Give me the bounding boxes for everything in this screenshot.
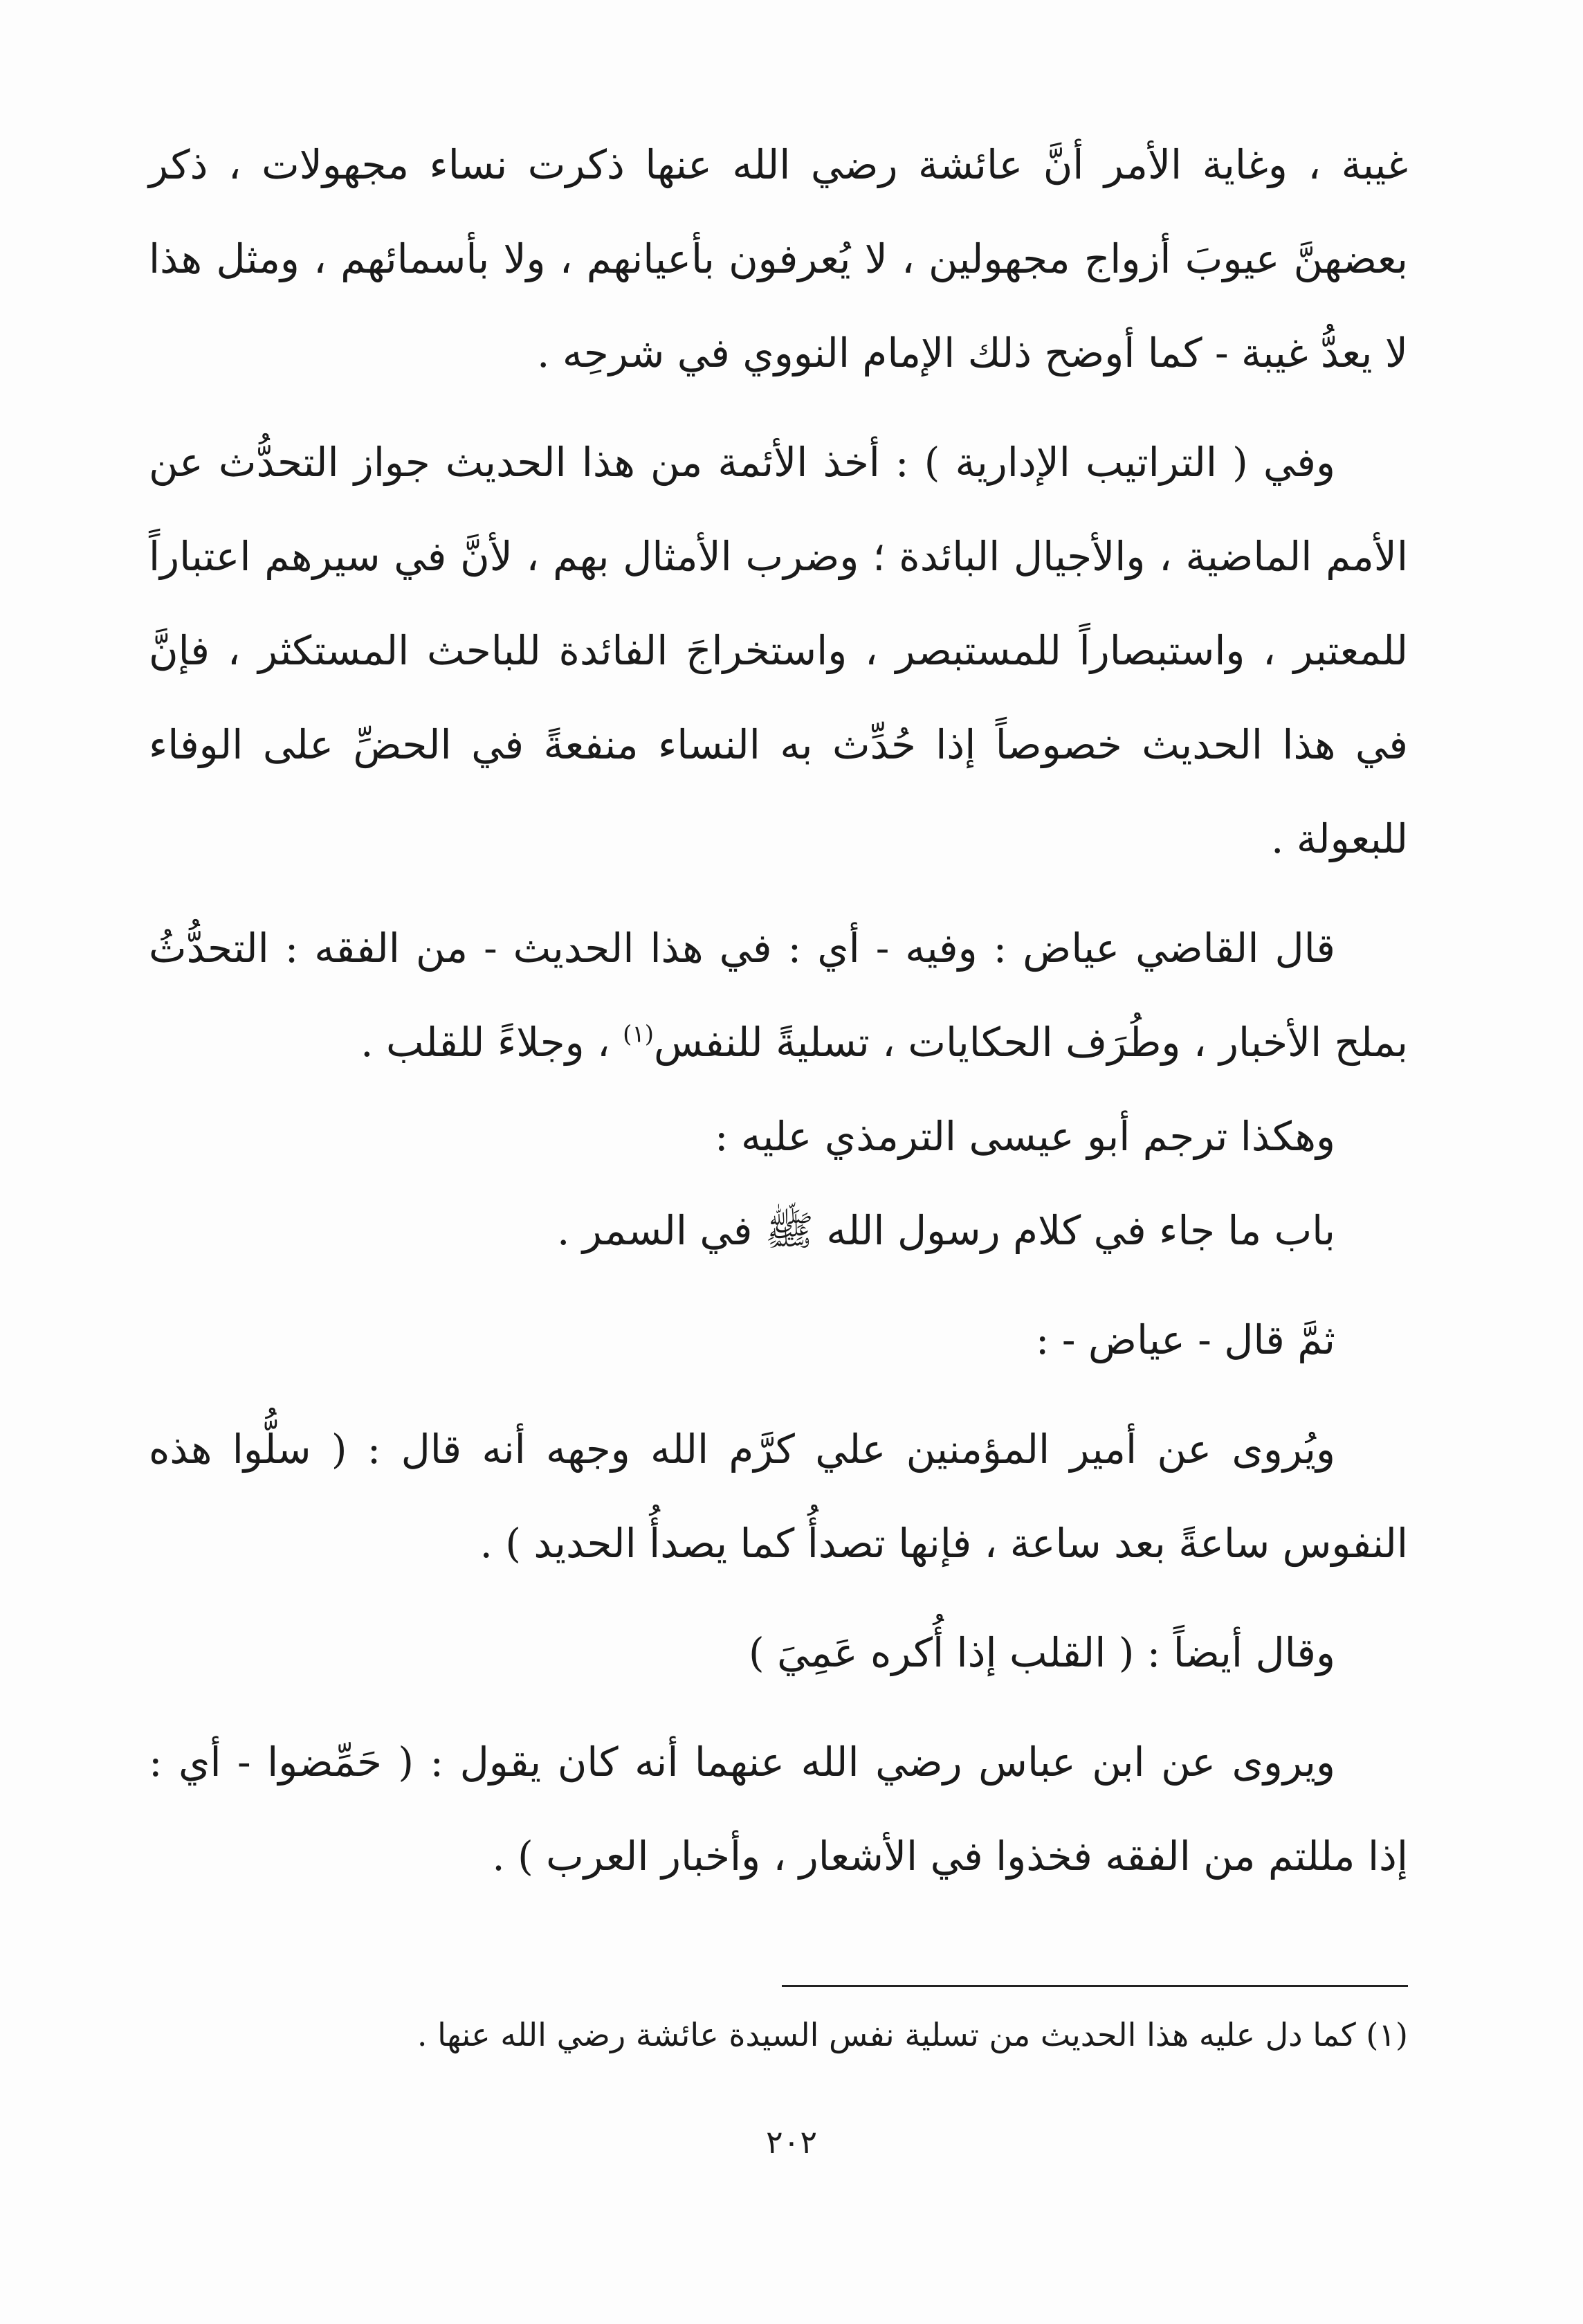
paragraph-1 — [149, 118, 1408, 400]
paragraph-1-text: غيبة ، وغاية الأمر أنَّ عائشة رضي الله عنها ذكرت نساء مجهولات ، ذكر بعضهنَّ عيوبَ أزواج مجهولين ، لا يُعرفون بأعيانهم ، ولا بأسمائهم ، ومثل هذا لا يعدُّ غيبة - كما أوضح ذلك الإمام النووي في شرحِه . — [149, 141, 1408, 376]
paragraph-5 — [149, 1183, 1408, 1278]
paragraph-2-text: وفي ( التراتيب الإدارية ) : أخذ الأئمة من هذا الحديث جواز التحدُّث عن الأمم الماضية ، والأجيال البائدة ؛ وضرب الأمثال بهم ، لأنَّ في سيرهم اعتباراً للمعتبر ، واستبصاراً للمستبصر ، واستخراجَ الفائدة للباحث المستكثر ، فإنَّ في هذا الحديث خصوصاً إذا حُدِّث به النساء منفعةً في الحضِّ على الوفاء للبعولة . — [149, 439, 1408, 862]
footnote-reference-marker: (١) — [623, 1020, 654, 1048]
page-number: ٢٠٢ — [765, 2123, 818, 2161]
footnote-text: (١) كما دل عليه هذا الحديث من تسلية نفس السيدة عائشة رضي الله عنها . — [417, 2016, 1408, 2053]
paragraph-8-text: وقال أيضاً : ( القلب إذا أُكره عَمِيَ ) — [749, 1629, 1335, 1676]
paragraph-8 — [149, 1606, 1408, 1700]
paragraph-4 — [149, 1089, 1408, 1183]
paragraph-3 — [149, 901, 1408, 1089]
main-text-block — [149, 118, 1408, 1918]
paragraph-5-text: باب ما جاء في كلام رسول الله ﷺ في السمر . — [557, 1207, 1335, 1254]
paragraph-6 — [149, 1293, 1408, 1387]
paragraph-9-text: ويروى عن ابن عباس رضي الله عنهما أنه كان يقول : ( حَمِّضوا - أي : إذا مللتم من الفقه فخذوا في الأشعار ، وأخبار العرب ) . — [149, 1739, 1408, 1880]
paragraph-2 — [149, 415, 1408, 886]
paragraph-6-text: ثمَّ قال - عياض - : — [1035, 1316, 1335, 1363]
footnote — [149, 2004, 1408, 2066]
paragraph-7 — [149, 1402, 1408, 1590]
paragraph-4-text: وهكذا ترجم أبو عيسى الترمذي عليه : — [715, 1113, 1335, 1160]
paragraph-9 — [149, 1715, 1408, 1903]
paragraph-3-text-before: قال القاضي عياض : وفيه - أي : في هذا الحديث - من الفقه : التحدُّثُ بملح الأخبار ، وطُرَف الحكايات ، تسليةً للنفس — [149, 925, 1408, 1066]
footnote-separator-line — [782, 1985, 1408, 1987]
paragraph-3-text-after: ، وجلاءً للقلب . — [360, 1019, 623, 1066]
paragraph-7-text: ويُروى عن أمير المؤمنين علي كرَّم الله وجهه أنه قال : ( سلُّوا هذه النفوس ساعةً بعد ساعة ، فإنها تصدأُ كما يصدأُ الحديد ) . — [149, 1426, 1408, 1567]
